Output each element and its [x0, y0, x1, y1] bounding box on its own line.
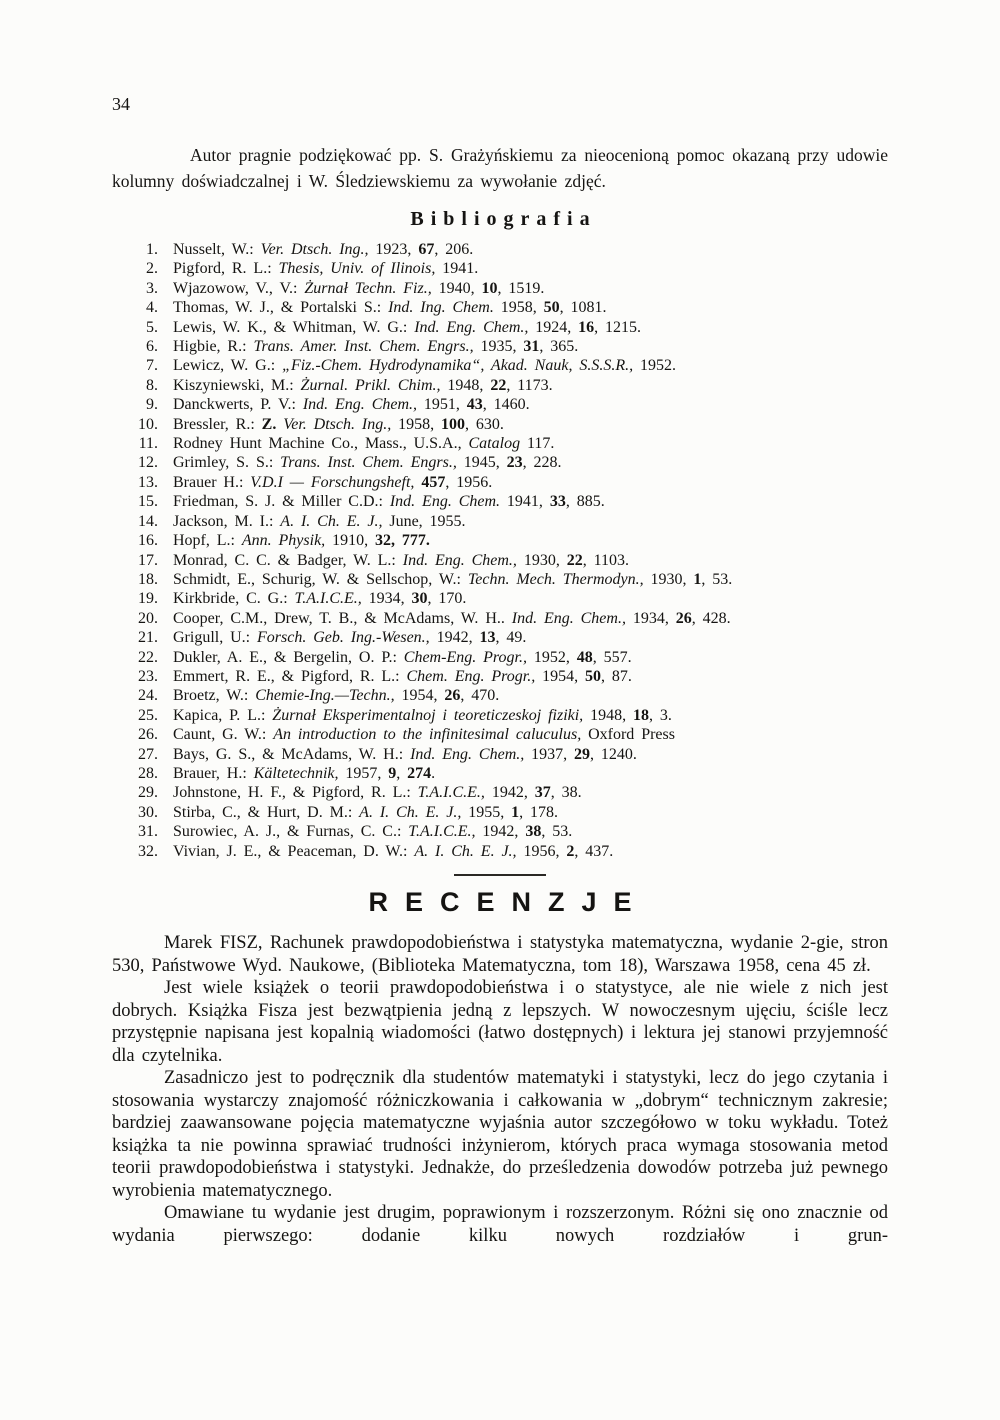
bibliography-item-text: Thomas, W. J., & Portalski S.: Ind. Ing. Chem. 1958, 50, 1081. — [173, 299, 607, 317]
bibliography-item-number: 3. — [146, 279, 158, 297]
bibliography-item-text: Jackson, M. I.: A. I. Ch. E. J., June, 1955. — [173, 512, 466, 530]
bibliography-item — [112, 570, 888, 589]
review-paragraph: Jest wiele książek o teorii prawdopodobieństwa i o statystyce, ale nie wiele z nich jest dobrych. Książka Fisza jest bezwątpienia jedną z lepszych. W nowoczesnym ujęciu, ściśle lecz przystępnie napisana jest kopalnią wiadomości (łatwo dostępnych) i lektura jej stanowi przyjemność dla czytelnika. — [112, 978, 888, 1066]
bibliography-item-text: Nusselt, W.: Ver. Dtsch. Ing., 1923, 67, 206. — [173, 241, 474, 258]
bibliography-item-text: Grimley, S. S.: Trans. Inst. Chem. Engrs., 1945, 23, 228. — [173, 454, 562, 472]
bibliography-item-text: Broetz, W.: Chemie-Ing.—Techn., 1954, 26, 470. — [173, 687, 500, 705]
bibliography-item — [112, 376, 888, 395]
bibliography-item-text: Monrad, C. C. & Badger, W. L.: Ind. Eng. Chem., 1930, 22, 1103. — [173, 551, 629, 569]
bibliography-item-number: 4. — [146, 299, 158, 317]
bibliography-item-number: 1. — [146, 241, 158, 258]
bibliography-item — [112, 453, 888, 472]
bibliography-item-text: Rodney Hunt Machine Co., Mass., U.S.A., Catalog 117. — [173, 435, 555, 453]
bibliography-item-number: 20. — [138, 609, 158, 627]
bibliography-item-number: 6. — [146, 338, 158, 356]
bibliography-item-number: 31. — [138, 823, 158, 841]
bibliography-item-text: Dukler, A. E., & Bergelin, O. P.: Chem-Eng. Progr., 1952, 48, 557. — [173, 648, 632, 666]
bibliography-item — [112, 395, 888, 414]
bibliography-item-text: Pigford, R. L.: Thesis, Univ. of Ilinois, 1941. — [173, 260, 479, 278]
bibliography-item-text: Cooper, C.M., Drew, T. B., & McAdams, W. H.. Ind. Eng. Chem., 1934, 26, 428. — [173, 609, 731, 627]
bibliography-item — [112, 725, 888, 744]
bibliography-item-number: 9. — [146, 396, 158, 414]
bibliography-item-text: Surowiec, A. J., & Furnas, C. C.: T.A.I.C.E., 1942, 38, 53. — [173, 823, 573, 841]
bibliography-item-number: 28. — [138, 764, 158, 782]
bibliography-item — [112, 259, 888, 278]
review-paragraph: Marek FISZ, Rachunek prawdopodobieństwa i statystyka matematyczna, wydanie 2-gie, stron 530, Państwowe Wyd. Naukowe, (Biblioteka Matematyczna, tom 18), Warszawa 1958, cena 45 zł. — [112, 933, 888, 976]
bibliography-item-text: Kiszyniewski, M.: Żurnal. Prikl. Chim., 1948, 22, 1173. — [173, 376, 553, 394]
bibliography-item-number: 16. — [138, 532, 158, 550]
bibliography-item-number: 14. — [138, 512, 158, 530]
bibliography-item-number: 8. — [146, 376, 158, 394]
bibliography-item — [112, 764, 888, 783]
bibliography-item-number: 11. — [138, 435, 158, 453]
bibliography-item-text: Stirba, C., & Hurt, D. M.: A. I. Ch. E. J., 1955, 1, 178. — [173, 803, 558, 821]
bibliography-item-number: 21. — [138, 629, 158, 647]
bibliography-item-number: 18. — [138, 570, 158, 588]
bibliography-item — [112, 842, 888, 861]
bibliography-heading: Bibliografia — [410, 208, 597, 230]
bibliography-list — [112, 240, 888, 861]
bibliography-item-number: 29. — [138, 784, 158, 802]
bibliography-item — [112, 648, 888, 667]
bibliography-item-text: Caunt, G. W.: An introduction to the infinitesimal caluculus, Oxford Press — [173, 726, 675, 744]
bibliography-item-number: 13. — [138, 473, 158, 491]
bibliography-item-number: 17. — [138, 551, 158, 569]
bibliography-item — [112, 492, 888, 511]
bibliography-item-number: 32. — [138, 842, 158, 860]
bibliography-item — [112, 667, 888, 686]
bibliography-item-number: 2. — [146, 260, 158, 278]
bibliography-item-number: 7. — [146, 357, 158, 375]
bibliography-item — [112, 298, 888, 317]
recenzje-heading: RECENZJE — [368, 887, 649, 917]
bibliography-item-number: 12. — [138, 454, 158, 472]
bibliography-item-number: 27. — [138, 745, 158, 763]
bibliography-item — [112, 279, 888, 298]
bibliography-item-text: Vivian, J. E., & Peaceman, D. W.: A. I. Ch. E. J., 1956, 2, 437. — [173, 842, 614, 860]
bibliography-item-text: Bays, G. S., & McAdams, W. H.: Ind. Eng. Chem., 1937, 29, 1240. — [173, 745, 637, 763]
bibliography-item-text: Grigull, U.: Forsch. Geb. Ing.-Wesen., 1942, 13, 49. — [173, 629, 527, 647]
page-number: 34 — [112, 94, 130, 114]
bibliography-item-text: Lewis, W. K., & Whitman, W. G.: Ind. Eng. Chem., 1924, 16, 1215. — [173, 318, 642, 336]
bibliography-item-number: 24. — [138, 687, 158, 705]
bibliography-item-text: Lewicz, W. G.: „Fiz.-Chem. Hydrodynamika“, Akad. Nauk, S.S.S.R., 1952. — [173, 357, 676, 375]
bibliography-item-number: 19. — [138, 590, 158, 608]
bibliography-item-number: 10. — [138, 415, 158, 433]
bibliography-item-number: 26. — [138, 726, 158, 744]
bibliography-item — [112, 473, 888, 492]
bibliography-item-number: 25. — [138, 706, 158, 724]
bibliography-item-text: Brauer, H.: Kältetechnik, 1957, 9, 274. — [173, 764, 436, 782]
bibliography-item — [112, 589, 888, 608]
bibliography-item — [112, 628, 888, 647]
bibliography-item — [112, 318, 888, 337]
bibliography-item-text: Kapica, P. L.: Żurnał Eksperimentalnoj i teoreticzeskoj fiziki, 1948, 18, 3. — [173, 706, 672, 724]
bibliography-item-text: Wjazowow, V., V.: Żurnał Techn. Fiz., 1940, 10, 1519. — [173, 279, 545, 297]
bibliography-item-text: Hopf, L.: Ann. Physik, 1910, 32, 777. — [173, 532, 430, 550]
bibliography-item — [112, 434, 888, 453]
bibliography-item — [112, 803, 888, 822]
bibliography-item-number: 5. — [146, 318, 158, 336]
bibliography-item — [112, 706, 888, 725]
bibliography-item-text: Higbie, R.: Trans. Amer. Inst. Chem. Engrs., 1935, 31, 365. — [173, 338, 579, 356]
bibliography-item — [112, 745, 888, 764]
bibliography-item-number: 30. — [138, 803, 158, 821]
bibliography-item — [112, 415, 888, 434]
review-paragraph: Zasadniczo jest to podręcznik dla studentów matematyki i statystyki, lecz do jego czytania i stosowania wystarczy znajomość różniczkowania i całkowania w „dobrym“ technicznym zakresie; bardziej zaawansowane pojęcia matematyczne wyjaśnia autor szczegółowo w toku wykładu. Toteż książka ta nie powinna sprawiać trudności inżynierom, których praca wymaga stosowania metod teorii prawdopodobieństwa i statystyki. Jednakże, do prześledzenia dowodów potrzeba już pewnego wyrobienia matematycznego. — [112, 1068, 888, 1201]
document-page — [112, 94, 888, 1247]
section-divider — [454, 874, 546, 876]
bibliography-item — [112, 512, 888, 531]
bibliography-item-text: Schmidt, E., Schurig, W. & Sellschop, W.: Techn. Mech. Thermodyn., 1930, 1, 53. — [173, 570, 733, 588]
bibliography-item — [112, 609, 888, 628]
bibliography-item — [112, 551, 888, 570]
bibliography-item — [112, 337, 888, 356]
bibliography-item — [112, 356, 888, 375]
review-paragraph: Omawiane tu wydanie jest drugim, poprawionym i rozszerzonym. Różni się ono znacznie od wydania pierwszego: dodanie kilku nowych rozdziałów i grun- — [112, 1203, 888, 1246]
bibliography-item-text: Bressler, R.: Z. Ver. Dtsch. Ing., 1958, 100, 630. — [173, 415, 504, 433]
bibliography-item-number: 23. — [138, 667, 158, 685]
bibliography-item — [112, 240, 888, 259]
bibliography-item-text: Friedman, S. J. & Miller C.D.: Ind. Eng. Chem. 1941, 33, 885. — [173, 493, 605, 511]
bibliography-item — [112, 822, 888, 841]
bibliography-item-text: Johnstone, H. F., & Pigford, R. L.: T.A.I.C.E., 1942, 37, 38. — [173, 784, 582, 802]
bibliography-item-text: Emmert, R. E., & Pigford, R. L.: Chem. Eng. Progr., 1954, 50, 87. — [173, 667, 632, 685]
bibliography-item — [112, 686, 888, 705]
recenzje-body — [112, 932, 888, 1247]
bibliography-item-text: Kirkbride, C. G.: T.A.I.C.E., 1934, 30, 170. — [173, 590, 467, 608]
bibliography-item-number: 15. — [138, 493, 158, 511]
bibliography-item-number: 22. — [138, 648, 158, 666]
bibliography-item — [112, 783, 888, 802]
bibliography-item — [112, 531, 888, 550]
bibliography-item-text: Brauer H.: V.D.I — Forschungsheft, 457, 1956. — [173, 473, 493, 491]
acknowledgment-paragraph: Autor pragnie podziękować pp. S. Grażyńskiemu za nieocenioną pomoc okazaną przy udowie kolumny doświadczalnej i W. Śledziewskiemu za wywołanie zdjęć. — [112, 145, 888, 191]
bibliography-item-text: Danckwerts, P. V.: Ind. Eng. Chem., 1951, 43, 1460. — [173, 396, 530, 414]
